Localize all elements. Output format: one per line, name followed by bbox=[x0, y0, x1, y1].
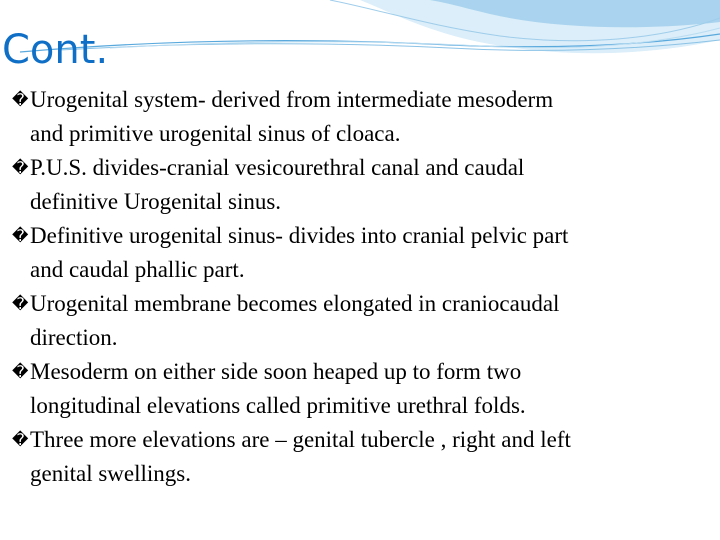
bullet-text-line: Three more elevations are – genital tubercle , right and left bbox=[30, 427, 571, 452]
bullet-item bbox=[12, 83, 712, 151]
slide-title: Cont. bbox=[2, 27, 109, 73]
bullet-text-line: longitudinal elevations called primitive urethral folds. bbox=[30, 393, 526, 418]
bullet-marker: � bbox=[12, 294, 29, 313]
bullet-item bbox=[12, 355, 712, 423]
bullet-list bbox=[12, 83, 712, 491]
bullet-text-line: direction. bbox=[30, 325, 118, 350]
bullet-text-line: and caudal phallic part. bbox=[30, 257, 245, 282]
bullet-marker: � bbox=[12, 90, 29, 109]
bullet-item bbox=[12, 287, 712, 355]
bullet-text-line: Urogenital system- derived from intermediate mesoderm bbox=[30, 87, 554, 112]
bullet-item bbox=[12, 219, 712, 287]
bullet-text-line: Definitive urogenital sinus- divides into cranial pelvic part bbox=[30, 223, 569, 248]
bullet-text-line: Mesoderm on either side soon heaped up to form two bbox=[30, 359, 522, 384]
bullet-marker: � bbox=[12, 362, 29, 381]
bullet-marker: � bbox=[12, 430, 29, 449]
bullet-text-line: Urogenital membrane becomes elongated in craniocaudal bbox=[30, 291, 560, 316]
bullet-text-line: and primitive urogenital sinus of cloaca. bbox=[30, 121, 401, 146]
bullet-text-line: genital swellings. bbox=[30, 461, 191, 486]
bullet-text-line: P.U.S. divides-cranial vesicourethral canal and caudal bbox=[30, 155, 525, 180]
bullet-item bbox=[12, 423, 712, 491]
bullet-text-line: definitive Urogenital sinus. bbox=[30, 189, 282, 214]
bullet-marker: � bbox=[12, 226, 29, 245]
bullet-item bbox=[12, 151, 712, 219]
bullet-marker: � bbox=[12, 158, 29, 177]
